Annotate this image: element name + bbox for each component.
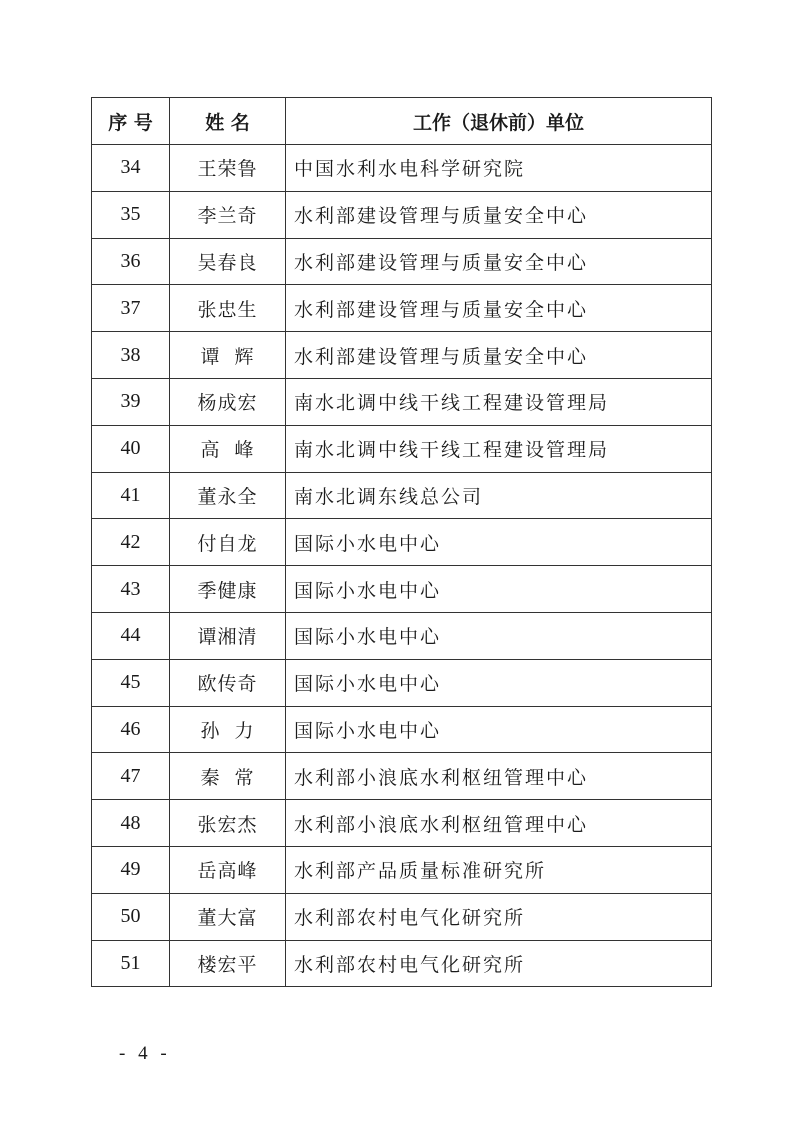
row-number: 45 xyxy=(92,659,170,706)
person-name: 季健康 xyxy=(170,566,286,613)
table-header xyxy=(92,98,712,145)
person-name: 谭 辉 xyxy=(170,332,286,379)
work-unit: 南水北调中线干线工程建设管理局 xyxy=(286,425,712,472)
header-unit: 工作（退休前）单位 xyxy=(286,98,712,145)
person-name: 欧传奇 xyxy=(170,659,286,706)
work-unit: 南水北调中线干线工程建设管理局 xyxy=(286,378,712,425)
work-unit: 水利部建设管理与质量安全中心 xyxy=(286,238,712,285)
table-row xyxy=(92,238,712,285)
header-row xyxy=(92,98,712,145)
person-name: 吴春良 xyxy=(170,238,286,285)
table-row xyxy=(92,472,712,519)
person-name: 董大富 xyxy=(170,893,286,940)
row-number: 48 xyxy=(92,800,170,847)
table-row xyxy=(92,612,712,659)
row-number: 35 xyxy=(92,191,170,238)
row-number: 34 xyxy=(92,145,170,192)
row-number: 44 xyxy=(92,612,170,659)
table-row xyxy=(92,519,712,566)
header-name: 姓 名 xyxy=(170,98,286,145)
table-row xyxy=(92,800,712,847)
table-body xyxy=(92,145,712,987)
table-row xyxy=(92,893,712,940)
person-name: 杨成宏 xyxy=(170,378,286,425)
person-name: 岳高峰 xyxy=(170,846,286,893)
row-number: 46 xyxy=(92,706,170,753)
person-name: 李兰奇 xyxy=(170,191,286,238)
table-row xyxy=(92,285,712,332)
person-name: 高 峰 xyxy=(170,425,286,472)
table-row xyxy=(92,940,712,987)
work-unit: 国际小水电中心 xyxy=(286,612,712,659)
row-number: 41 xyxy=(92,472,170,519)
person-name: 楼宏平 xyxy=(170,940,286,987)
table-row xyxy=(92,191,712,238)
table-row xyxy=(92,378,712,425)
work-unit: 水利部建设管理与质量安全中心 xyxy=(286,332,712,379)
person-name: 谭湘清 xyxy=(170,612,286,659)
row-number: 49 xyxy=(92,846,170,893)
page-number: - 4 - xyxy=(119,1043,171,1064)
person-name: 秦 常 xyxy=(170,753,286,800)
work-unit: 水利部农村电气化研究所 xyxy=(286,940,712,987)
work-unit: 水利部建设管理与质量安全中心 xyxy=(286,285,712,332)
row-number: 37 xyxy=(92,285,170,332)
work-unit: 国际小水电中心 xyxy=(286,519,712,566)
table-row xyxy=(92,753,712,800)
person-name: 孙 力 xyxy=(170,706,286,753)
table-row xyxy=(92,846,712,893)
person-name: 付自龙 xyxy=(170,519,286,566)
person-name: 董永全 xyxy=(170,472,286,519)
row-number: 47 xyxy=(92,753,170,800)
work-unit: 国际小水电中心 xyxy=(286,706,712,753)
row-number: 40 xyxy=(92,425,170,472)
work-unit: 水利部农村电气化研究所 xyxy=(286,893,712,940)
row-number: 36 xyxy=(92,238,170,285)
person-name: 张宏杰 xyxy=(170,800,286,847)
row-number: 39 xyxy=(92,378,170,425)
work-unit: 水利部小浪底水利枢纽管理中心 xyxy=(286,753,712,800)
row-number: 42 xyxy=(92,519,170,566)
row-number: 51 xyxy=(92,940,170,987)
person-name: 王荣鲁 xyxy=(170,145,286,192)
table-row xyxy=(92,659,712,706)
person-name: 张忠生 xyxy=(170,285,286,332)
table-row xyxy=(92,425,712,472)
work-unit: 水利部小浪底水利枢纽管理中心 xyxy=(286,800,712,847)
row-number: 50 xyxy=(92,893,170,940)
work-unit: 南水北调东线总公司 xyxy=(286,472,712,519)
work-unit: 水利部产品质量标准研究所 xyxy=(286,846,712,893)
table-row xyxy=(92,706,712,753)
table-row xyxy=(92,566,712,613)
table-row xyxy=(92,332,712,379)
work-unit: 水利部建设管理与质量安全中心 xyxy=(286,191,712,238)
work-unit: 国际小水电中心 xyxy=(286,659,712,706)
row-number: 38 xyxy=(92,332,170,379)
header-no: 序 号 xyxy=(92,98,170,145)
row-number: 43 xyxy=(92,566,170,613)
work-unit: 国际小水电中心 xyxy=(286,566,712,613)
work-unit: 中国水利水电科学研究院 xyxy=(286,145,712,192)
award-roster-table xyxy=(91,97,712,987)
table-row xyxy=(92,145,712,192)
